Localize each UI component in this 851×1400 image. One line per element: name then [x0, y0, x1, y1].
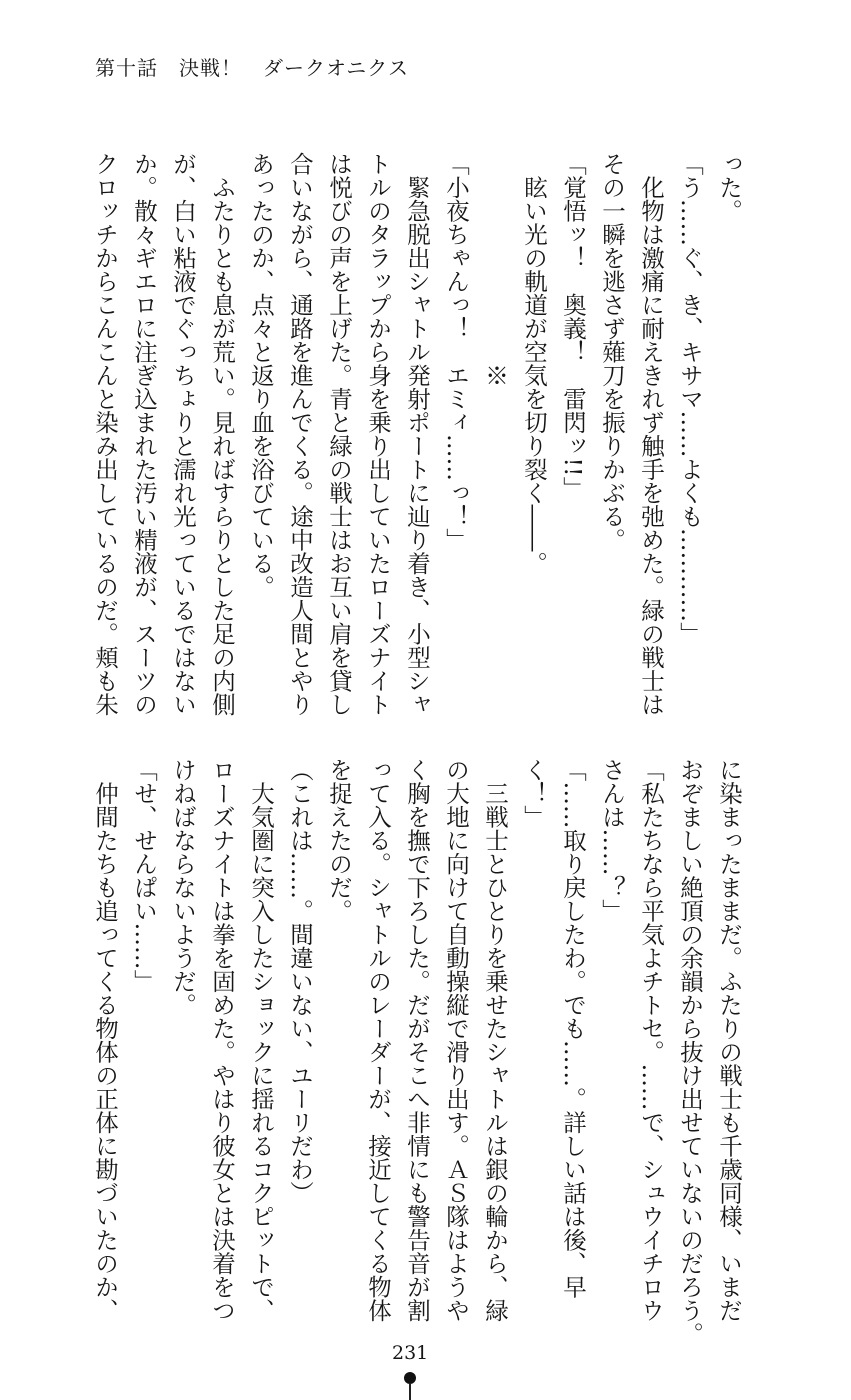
text-column: さんは……？」: [598, 758, 626, 923]
text-column: く胸を撫で下ろした。だがそこへ非情にも警告音が割: [403, 758, 431, 1322]
text-column: クロッチからこんこんと染み出しているのだ。頬も朱: [91, 152, 119, 716]
page-marker-line: [409, 1383, 411, 1400]
text-column: 化物は激痛に耐えきれず触手を弛めた。緑の戦士は: [637, 152, 665, 716]
text-column: けねばならないようだ。: [169, 758, 197, 1017]
text-column: その一瞬を逃さず薙刀を振りかぶる。: [598, 152, 626, 552]
text-column: って入る。シャトルのレーダーが、接近してくる物体: [364, 758, 392, 1322]
text-column: ローズナイトは拳を固めた。やはり彼女とは決着をつ: [208, 758, 236, 1322]
text-column: 合いながら、通路を進んでくる。途中改造人間とやり: [286, 152, 314, 716]
chapter-header: 第十話 決戦！ ダークオニクス: [95, 56, 409, 80]
text-column: 大気圏に突入したショックに揺れるコクピットで、: [247, 758, 275, 1322]
text-column: あったのか、点々と返り血を浴びている。: [247, 152, 275, 599]
text-column: の大地に向けて自動操縦で滑り出す。ＡＳ隊はようや: [442, 758, 470, 1322]
text-column: 仲間たちも追ってくる物体の正体に勘づいたのか、: [91, 758, 119, 1322]
text-column: 「……取り戻したわ。でも……。詳しい話は後、早: [559, 758, 587, 1299]
text-block-top: [85, 152, 748, 716]
text-column: に染まったままだ。ふたりの戦士も千歳同様、いまだ: [715, 758, 743, 1322]
text-column: トルのタラップから身を乗り出していたローズナイト: [364, 152, 392, 716]
text-column: 「う……ぐ、き、キサマ……よくも…………」: [676, 152, 704, 646]
text-column: く！」: [520, 758, 548, 829]
text-column: 「小夜ちゃんっ！ エミィ……っ！」: [442, 152, 470, 552]
text-column: おぞましい絶頂の余韻から抜け出せていないのだろう。: [676, 758, 704, 1346]
text-column: を捉えたのだ。: [325, 758, 353, 923]
text-column: 「せ、せんぱい……」: [130, 758, 158, 993]
text-column: 眩い光の軌道が空気を切り裂く――。: [520, 152, 548, 575]
text-block-bottom: [85, 758, 748, 1346]
text-column: ※: [481, 152, 509, 387]
text-column: か。散々ギエロに注ぎ込まれた汚い精液が、スーツの: [130, 152, 158, 716]
page-number: 231: [392, 1342, 429, 1364]
text-column: ふたりとも息が荒い。見ればすらりとした足の内側: [208, 152, 236, 716]
text-column: が、白い粘液でぐっちょりと濡れ光っているではない: [169, 152, 197, 716]
text-column: 「私たちなら平気よチトセ。……で、シュウイチロウ: [637, 758, 665, 1322]
text-column: 緊急脱出シャトル発射ポートに辿り着き、小型シャ: [403, 152, 431, 716]
text-column: （これは……。間違いない、ユーリだわ）: [286, 758, 314, 1205]
text-column: 三戦士とひとりを乗せたシャトルは銀の輪から、緑: [481, 758, 509, 1322]
text-column: は悦びの声を上げた。青と緑の戦士はお互い肩を貸し: [325, 152, 353, 716]
text-column: った。: [715, 152, 743, 223]
text-column: 「覚悟ッ！ 奥義！ 雷閃ッ!!」: [559, 152, 587, 500]
